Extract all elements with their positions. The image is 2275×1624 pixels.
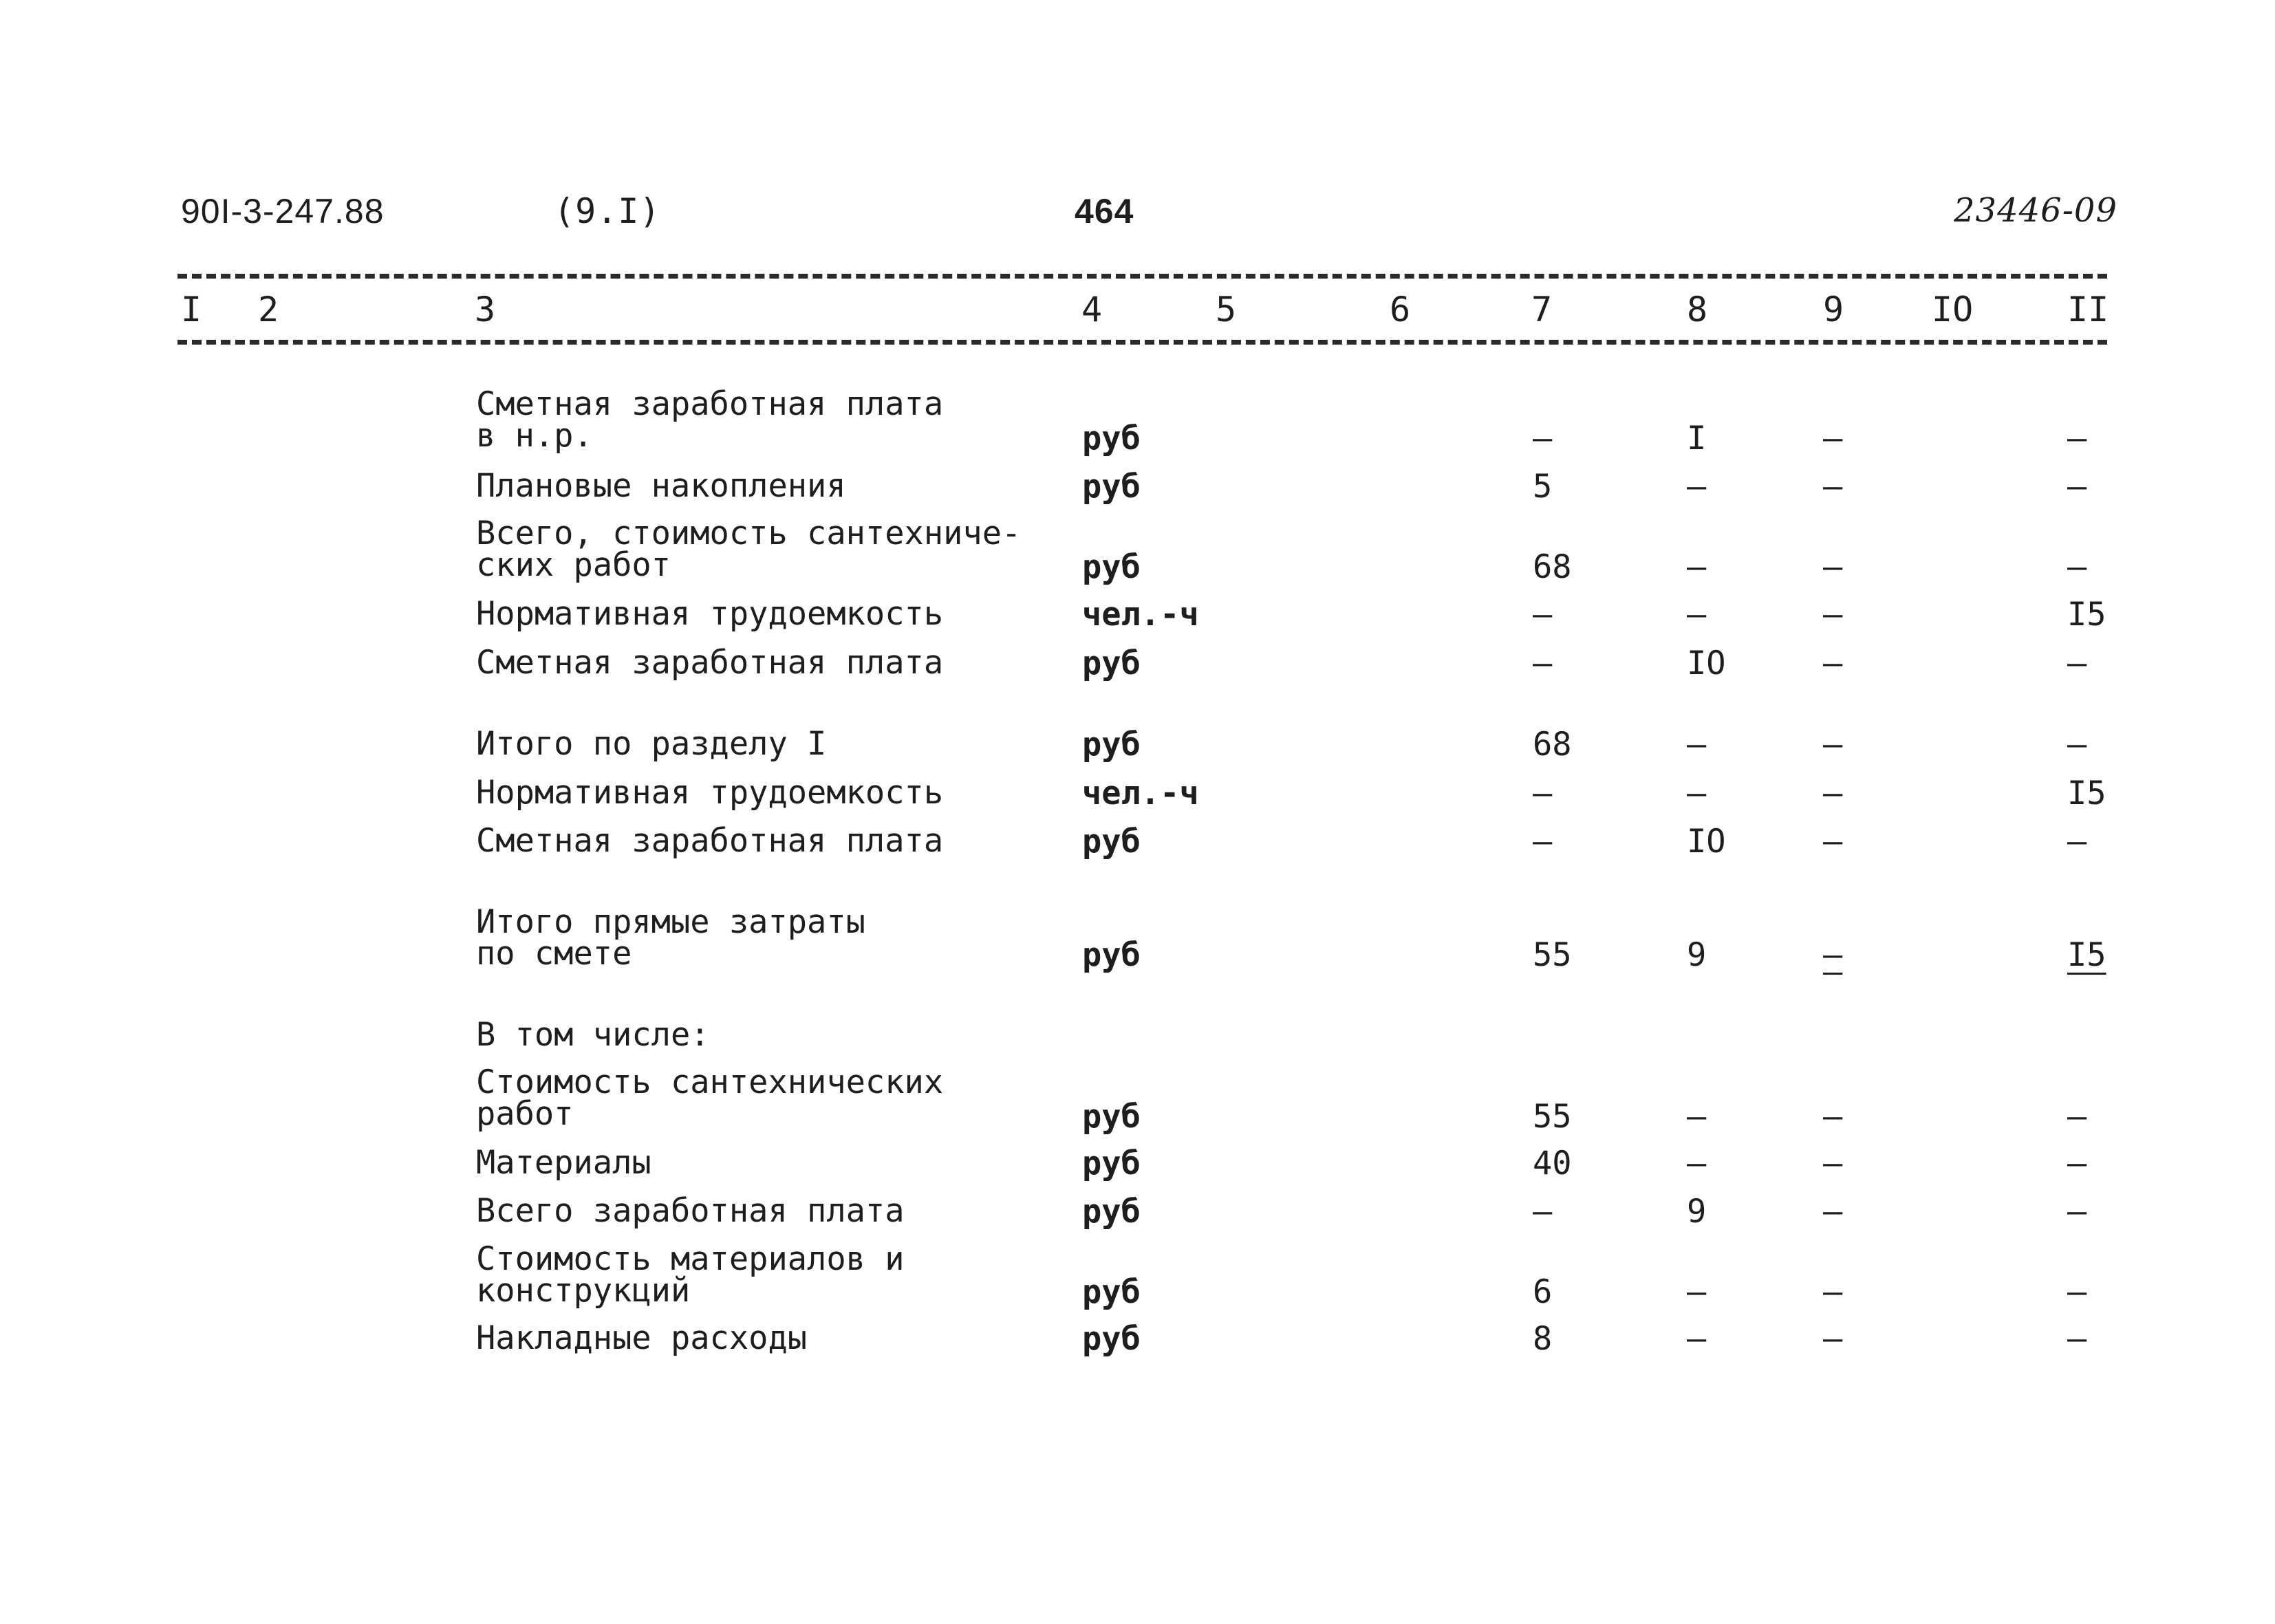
row-label: Материалы [476,1144,651,1182]
row-label: Итого прямые затраты по смете [476,903,865,973]
column-number-1: I [181,290,202,329]
row-value-col8: – [1687,596,1707,634]
row-label: Сметная заработная плата [476,644,944,682]
row-value-col9: – [1823,775,1843,812]
column-number-2: 2 [258,290,279,329]
row-value-col8: – [1687,1273,1707,1311]
row-value-col8: – [1687,1320,1707,1358]
row-value-col8: IO [1687,645,1726,682]
row-unit: руб [1082,726,1141,764]
row-value-col7: 5 [1533,468,1553,506]
row-unit: руб [1082,936,1141,974]
row-value-col7: – [1533,1193,1553,1231]
row-value-col9: – [1823,468,1843,506]
row-label: Сметная заработная плата в н.р. [476,385,944,455]
row-value-col8: – [1687,468,1707,506]
row-value-col9: – [1823,1193,1843,1231]
row-label: Всего, стоимость сантехниче- ских работ [476,515,1022,584]
row-value-col11: – [2067,1320,2087,1358]
row-value-col8: – [1687,1098,1707,1136]
row-value-col7: 68 [1533,548,1572,586]
row-value-col11: I5 [2067,596,2106,634]
row-label: Накладные расходы [476,1319,808,1357]
row-label: Итого по разделу I [476,725,827,763]
row-unit: руб [1082,1193,1141,1231]
row-value-col11: I5 [2067,936,2106,974]
row-value-col7: 6 [1533,1273,1553,1311]
row-value-col7: 40 [1533,1145,1572,1182]
row-value-col8: I [1687,420,1707,457]
page-number: 464 [1075,192,1134,230]
row-value-col7: – [1533,645,1553,682]
row-value-col11: – [2067,1098,2087,1136]
row-value-col7: 68 [1533,726,1572,764]
row-unit: руб [1082,1320,1141,1358]
row-value-col11: – [2067,645,2087,682]
row-label: Сметная заработная плата [476,822,944,860]
row-value-col11: – [2067,468,2087,506]
row-value-col7: 55 [1533,936,1572,974]
row-label: Стоимость материалов и конструкций [476,1240,905,1310]
row-value-col9: – [1823,645,1843,682]
row-unit: чел.-ч [1082,596,1199,634]
row-unit: чел.-ч [1082,775,1199,812]
row-label: В том числе: [476,1016,710,1054]
column-number-9: 9 [1823,290,1844,329]
row-value-col11: I5 [2067,775,2106,812]
row-value-col8: – [1687,726,1707,764]
row-value-col7: – [1533,823,1553,860]
row-label: Плановые накопления [476,467,846,505]
row-unit: руб [1082,823,1141,860]
row-value-col9: – [1823,548,1843,586]
row-unit: руб [1082,1098,1141,1136]
row-value-col9: – [1823,1098,1843,1136]
row-unit: руб [1082,468,1141,506]
row-unit: руб [1082,645,1141,682]
row-label: Стоимость сантехнических работ [476,1063,944,1133]
row-value-col7: – [1533,775,1553,812]
row-value-col9: – [1823,936,1843,974]
section-number: (9.I) [554,191,661,231]
row-value-col7: – [1533,420,1553,457]
row-value-col11: – [2067,1273,2087,1311]
row-value-col9: – [1823,726,1843,764]
row-value-col9: – [1823,1320,1843,1358]
row-value-col11: – [2067,420,2087,457]
column-header-top-rule [177,274,2107,279]
row-value-col7: 8 [1533,1320,1553,1358]
row-label: Всего заработная плата [476,1192,905,1230]
row-value-col8: – [1687,1145,1707,1182]
row-value-col8: – [1687,548,1707,586]
row-value-col9: – [1823,1273,1843,1311]
row-label: Нормативная трудоемкость [476,595,944,633]
row-value-col11: – [2067,548,2087,586]
column-number-7: 7 [1531,290,1553,329]
column-number-3: 3 [475,290,496,329]
row-value-col9: – [1823,596,1843,634]
row-value-col8: 9 [1687,1193,1707,1231]
row-value-col11: – [2067,1145,2087,1182]
column-number-5: 5 [1216,290,1237,329]
column-number-10: IO [1932,290,1974,329]
column-number-4: 4 [1081,290,1103,329]
row-value-col11: – [2067,1193,2087,1231]
row-value-col7: 55 [1533,1098,1572,1136]
row-value-col11: – [2067,823,2087,860]
row-value-col8: IO [1687,823,1726,860]
row-unit: руб [1082,548,1141,586]
row-value-col9: – [1823,823,1843,860]
project-code: 90I-3-247.88 [181,192,385,230]
column-number-6: 6 [1390,290,1411,329]
row-label: Нормативная трудоемкость [476,774,944,812]
row-value-col9: – [1823,1145,1843,1182]
row-value-col11: – [2067,726,2087,764]
row-unit: руб [1082,420,1141,457]
row-value-col7: – [1533,596,1553,634]
row-value-col9: – [1823,420,1843,457]
column-number-8: 8 [1687,290,1708,329]
column-header-bottom-rule [177,340,2107,345]
row-unit: руб [1082,1273,1141,1311]
row-value-col8: – [1687,775,1707,812]
document-number: 23446-09 [1954,191,2117,230]
column-number-11: II [2067,290,2109,329]
row-value-col8: 9 [1687,936,1707,974]
row-unit: руб [1082,1145,1141,1182]
